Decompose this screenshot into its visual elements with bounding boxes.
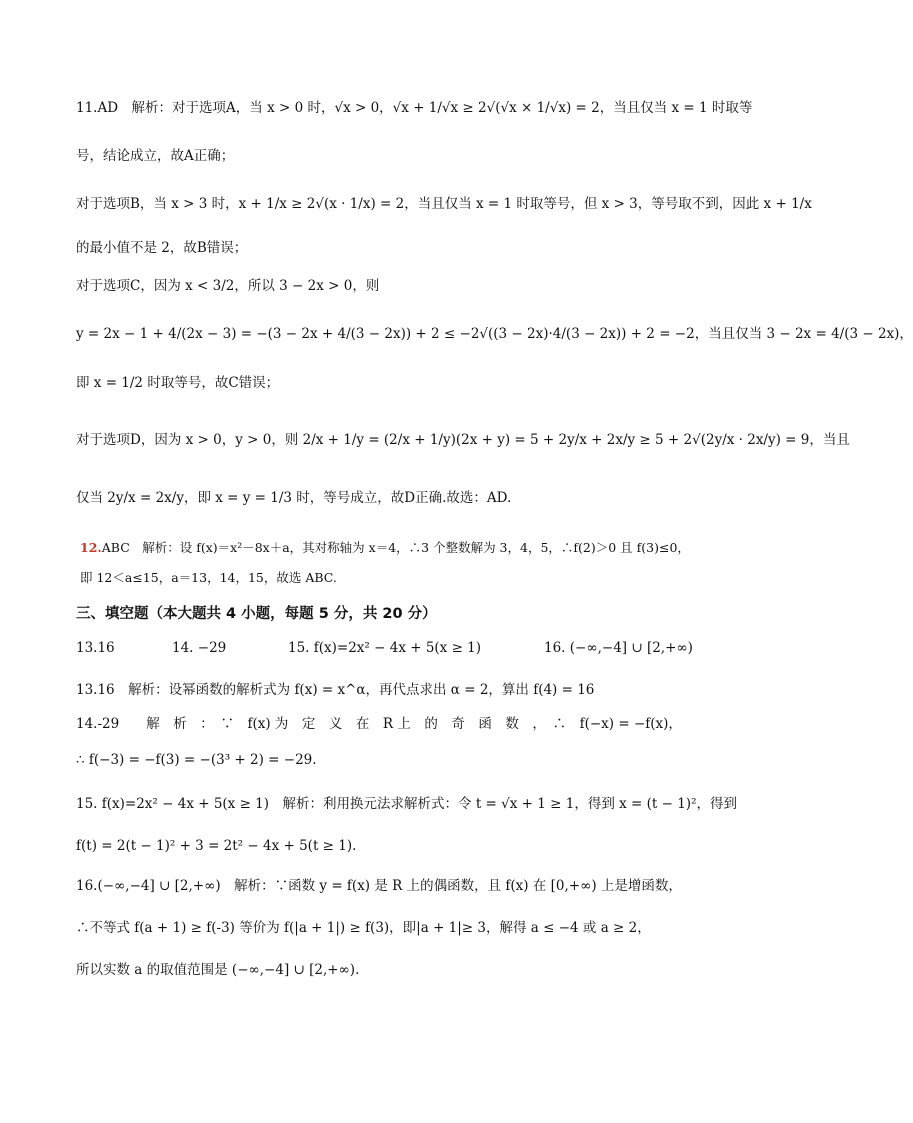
q12-line-1	[80, 538, 724, 558]
q11-line-2: 号，结论成立，故A正确；	[76, 148, 235, 164]
q11-line-3: 对于选项B，当 x > 3 时，x + 1/x ≥ 2√(x · 1/x) = 2，当且仅当 x = 1 时取等号，但 x > 3，等号取不到，因此 x + 1/x	[76, 196, 812, 212]
solution-14-line-2: ∴ f(−3) = −f(3) = −(3³ + 2) = −29.	[76, 752, 317, 768]
q11-line-1: 11.AD 解析：对于选项A，当 x > 0 时，√x > 0，√x + 1/√x ≥ 2√(√x × 1/√x) = 2，当且仅当 x = 1 时取等	[76, 100, 753, 116]
solution-15-line-1: 15. f(x)=2x² − 4x + 5(x ≥ 1) 解析：利用换元法求解析式：令 t = √x + 1 ≥ 1，得到 x = (t − 1)²，得到	[76, 796, 737, 812]
answer-16: 16. (−∞,−4] ∪ [2,+∞)	[544, 640, 693, 656]
solution-14-line-1: 14.-29 解 析 ： ∵ f(x) 为 定 义 在 R 上 的 奇 函 数 ， ∴ f(−x) = −f(x)，	[76, 716, 682, 732]
q12-number: 12.	[80, 540, 102, 555]
answers-row	[76, 640, 720, 660]
q11-line-7: 即 x = 1/2 时取等号，故C错误；	[76, 375, 280, 391]
q11-line-6: y = 2x − 1 + 4/(2x − 3) = −(3 − 2x + 4/(3 − 2x)) + 2 ≤ −2√((3 − 2x)·4/(3 − 2x)) + 2 = −2，当且仅当 3 − 2x = 4/(3 − 2x)，	[76, 326, 913, 342]
q12-line-2: 即 12＜a≤15，a＝13，14，15，故选 ABC.	[80, 570, 337, 585]
solution-16-line-1: 16.(−∞,−4] ∪ [2,+∞) 解析：∵函数 y = f(x) 是 R 上的偶函数，且 f(x) 在 [0,+∞) 上是增函数，	[76, 878, 682, 894]
solution-16-line-2: ∴不等式 f(a + 1) ≥ f(-3) 等价为 f(|a + 1|) ≥ f(3)，即|a + 1|≥ 3，解得 a ≤ −4 或 a ≥ 2，	[76, 920, 651, 936]
solution-15-line-2: f(t) = 2(t − 1)² + 3 = 2t² − 4x + 5(t ≥ 1).	[76, 838, 357, 854]
answer-14: 14. −29	[172, 640, 227, 656]
section-heading: 三、填空题（本大题共 4 小题，每题 5 分，共 20 分）	[76, 606, 437, 622]
q11-line-4: 的最小值不是 2，故B错误；	[76, 240, 248, 256]
q11-line-9: 仅当 2y/x = 2x/y，即 x = y = 1/3 时，等号成立，故D正确.故选：AD.	[76, 490, 512, 506]
q11-line-5: 对于选项C，因为 x < 3/2，所以 3 − 2x > 0，则	[76, 278, 380, 294]
q11-line-8: 对于选项D，因为 x > 0，y > 0，则 2/x + 1/y = (2/x + 1/y)(2x + y) = 5 + 2y/x + 2x/y ≥ 5 + 2√(2y/x · 2x/y) = 9，当且	[76, 432, 850, 448]
solution-16-line-3: 所以实数 a 的取值范围是 (−∞,−4] ∪ [2,+∞).	[76, 962, 360, 978]
solution-13: 13.16 解析：设幂函数的解析式为 f(x) = x^α，再代点求出 α = 2，算出 f(4) = 16	[76, 682, 595, 698]
q12-text-1: ABC 解析：设 f(x)＝x²－8x＋a，其对称轴为 x＝4，∴3 个整数解为 3，4，5，∴f(2)＞0 且 f(3)≤0，	[101, 540, 690, 555]
answer-13: 13.16	[76, 640, 115, 656]
answer-15: 15. f(x)=2x² − 4x + 5(x ≥ 1)	[288, 640, 482, 656]
